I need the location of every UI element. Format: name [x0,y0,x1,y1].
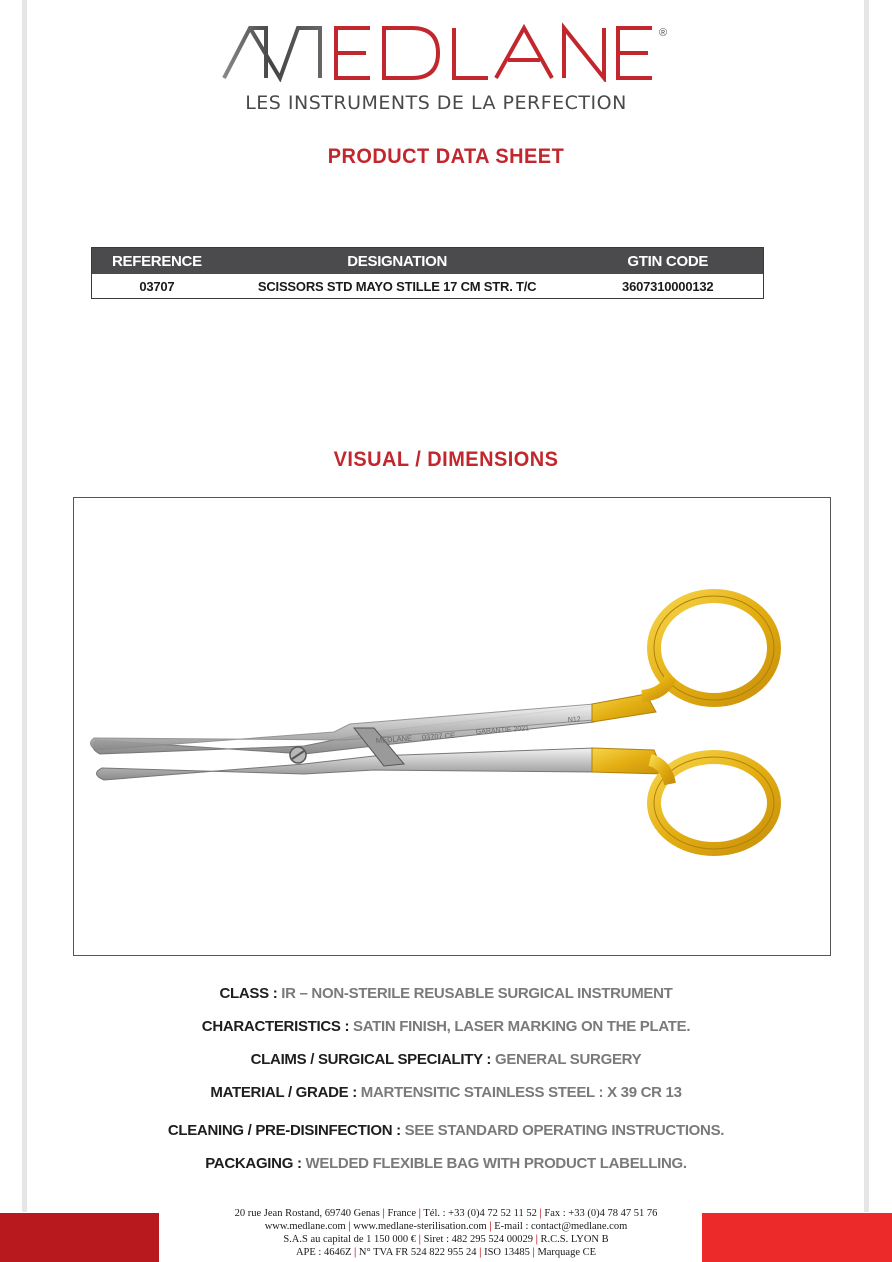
lower-finger-ring [654,757,774,849]
footer-country: France [387,1208,417,1219]
spec-class [0,985,892,1002]
product-data-sheet-title: PRODUCT DATA SHEET [327,145,565,168]
footer-ape: APE : 4646Z [295,1247,352,1258]
footer-separator: | [532,1247,535,1258]
spec-material [0,1084,892,1101]
spec-value: WELDED FLEXIBLE BAG WITH PRODUCT LABELLING. [301,1155,687,1172]
footer-separator: | [539,1208,542,1219]
footer-vat: N° TVA FR 524 822 955 24 [358,1247,477,1258]
footer-separator: | [489,1221,492,1232]
footer-phone: Tél. : +33 (0)4 72 52 11 52 [423,1208,537,1219]
spec-value: IR – NON-STERILE REUSABLE SURGICAL INSTRUMENT [277,985,673,1002]
spec-claims [0,1051,892,1068]
cell-gtin: 3607310000132 [622,278,714,294]
cell-designation: SCISSORS STD MAYO STILLE 17 CM STR. T/C [257,278,537,294]
footer-iso: ISO 13485 [484,1247,530,1258]
tagline: LES INSTRUMENTS DE LA PERFECTION [245,92,627,114]
spec-value: SATIN FINISH, LASER MARKING ON THE PLATE. [349,1018,691,1035]
footer-separator: | [418,1234,421,1245]
footer-siret: Siret : 482 295 524 00029 [423,1234,533,1245]
spec-label: MATERIAL / GRADE : [210,1084,357,1101]
visual-dimensions-title: VISUAL / DIMENSIONS [333,448,559,471]
scissors-illustration [74,498,830,955]
footer-line-company [0,1233,892,1246]
footer-line-legal [0,1246,892,1259]
footer-sterilisation-website[interactable]: www.medlane-sterilisation.com [353,1221,487,1232]
spec-label: CLAIMS / SURGICAL SPECIALITY : [250,1051,492,1068]
footer-website[interactable]: www.medlane.com [264,1221,346,1232]
footer-separator: | [418,1208,421,1219]
footer-separator: | [348,1221,351,1232]
registered-mark: ® [659,27,668,39]
spec-label: CLEANING / PRE-DISINFECTION : [167,1122,401,1139]
medlane-logo [220,22,672,82]
spec-label: CHARACTERISTICS : [201,1018,350,1035]
footer-ce-marking: Marquage CE [537,1247,597,1258]
footer-separator: | [382,1208,385,1219]
engraving-code: 03707 CE [421,730,456,742]
footer-separator: | [479,1247,482,1258]
reference-table [91,247,764,299]
cell-reference: 03707 [139,278,175,294]
footer-separator: | [535,1234,538,1245]
spec-label: PACKAGING : [205,1155,302,1172]
footer-line-address [0,1207,892,1220]
spec-cleaning [0,1122,892,1139]
product-image-frame [73,497,831,956]
table-row [92,274,764,299]
footer-separator: | [353,1247,357,1258]
footer-fax: Fax : +33 (0)4 78 47 51 76 [544,1208,658,1219]
table-header-row [92,248,764,275]
footer-rcs: R.C.S. LYON B [540,1234,609,1245]
spec-packaging [0,1155,892,1172]
footer-capital: S.A.S au capital de 1 150 000 € [283,1234,417,1245]
header-gtin: GTIN CODE [572,248,763,275]
spec-value: SEE STANDARD OPERATING INSTRUCTIONS. [400,1122,725,1139]
spec-label: CLASS : [219,985,278,1002]
engraving-warranty: GARANTIE 2021 [475,725,530,736]
spec-value: GENERAL SURGERY [491,1051,642,1068]
header-reference: REFERENCE [92,248,222,275]
header-designation: DESIGNATION [222,248,573,275]
spec-value: MARTENSITIC STAINLESS STEEL : X 39 CR 13 [356,1084,682,1101]
footer [0,1207,892,1259]
footer-line-web [0,1220,892,1233]
spec-characteristics [0,1018,892,1035]
footer-address: 20 rue Jean Rostand, 69740 Genas [234,1208,380,1219]
engraving-lot: N12 [567,716,581,724]
footer-email[interactable]: E-mail : contact@medlane.com [494,1221,628,1232]
engraving-brand: MEDLANE [375,733,413,745]
